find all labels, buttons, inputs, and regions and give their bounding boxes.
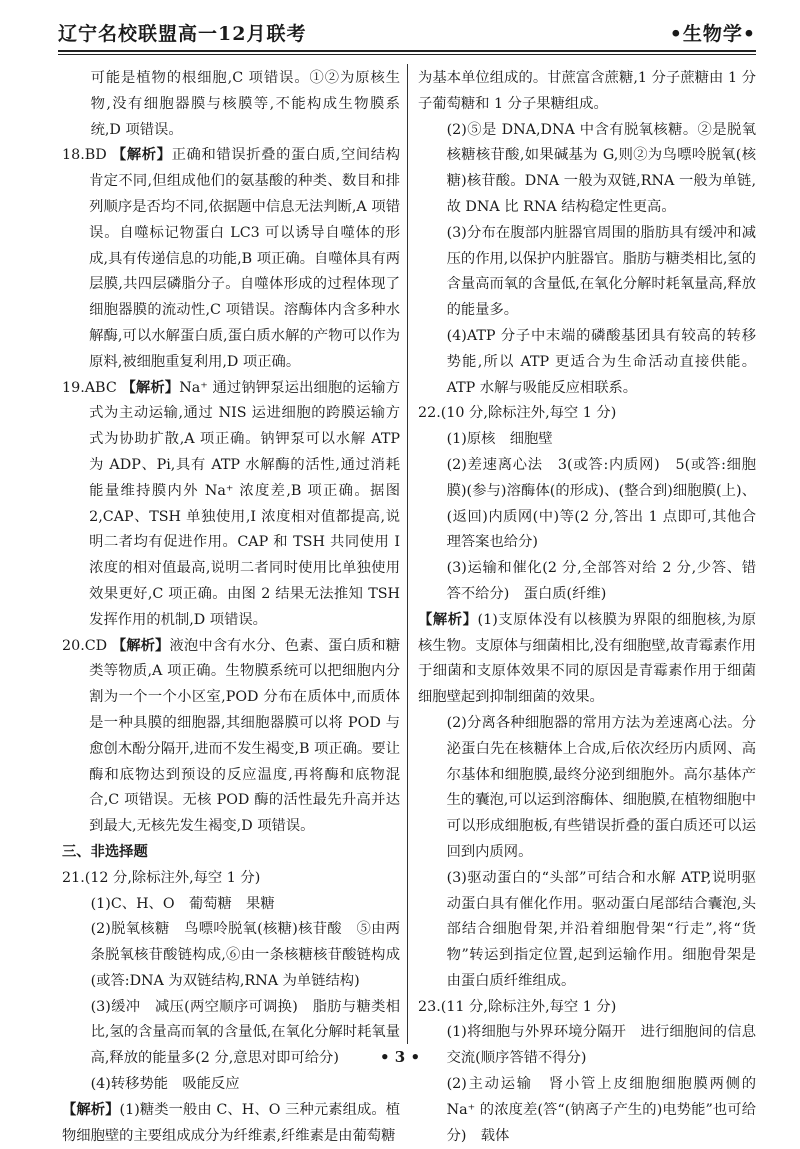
analysis-21-3: (3)分布在腹部内脏器官周围的脂肪具有缓冲和减压的作用,以保护内脏器官。脂肪与糖类相比,氢的含量高而氧的含量低,在氧化分解时耗氧量高,释放的能量多。 (446, 224, 756, 319)
paragraph: 可能是植物的根细胞,C 项错误。①②为原核生物,没有细胞器膜与核膜等,不能构成生物膜系统,D 项错误。 (90, 70, 400, 138)
analysis-21-4: (4)ATP 分子中末端的磷酸基团具有较高的转移势能,所以 ATP 更适合为生命活动直接供能。ATP 水解与吸能反应相联系。 (446, 327, 756, 396)
answer-22-1: (1)原核 细胞壁 (446, 431, 553, 448)
answer-18: 18.BD 【解析】正确和错误折叠的蛋白质,空间结构肯定不同,但组成他们的氨基酸的种类、数目和排列顺序是否均不同,依据题中信息无法判断,A 项错误。自噬标记物蛋白 LC3 可以诱导自噬体的形成,具有传递信息的功能,B 项正确。自噬体具有两层膜,共四层磷脂分子。自噬体形成的过程体现了细胞器膜的流动性,C 项错误。溶酶体内含多种水解酶,可以水解蛋白质,蛋白质水解的产物可以作为原料,被细胞重复利用,D 项正确。 (62, 147, 401, 370)
answer-21-2: (2)脱氧核糖 鸟嘌呤脱氧(核糖)核苷酸 ⑤由两条脱氧核苷酸链构成,⑥由一条核糖核苷酸链构成(或答:DNA 为双链结构,RNA 为单链结构) (90, 921, 400, 989)
analysis-21-2: (2)⑤是 DNA,DNA 中含有脱氧核糖。②是脱氧核糖核苷酸,如果碱基为 G,则②为鸟嘌呤脱氧(核糖)核苷酸。DNA 一般为双链,RNA 一般为单链,故 DNA 比 RNA 结构稳定性更高。 (446, 121, 756, 215)
subject-label: •生物学• (669, 23, 756, 45)
analysis-22-3: (3)驱动蛋白的“头部”可结合和水解 ATP,说明驱动蛋白具有催化作用。驱动蛋白尾部结合囊泡,头部结合细胞骨架,并沿着细胞骨架“行走”,将“货物”转运到指定位置,起到运输作用。细胞骨架是由蛋白质纤维组成。 (446, 869, 756, 989)
column-divider (407, 64, 408, 1044)
analysis-22-2: (2)分离各种细胞器的常用方法为差速离心法。分泌蛋白先在核糖体上合成,后依次经历内质网、高尔基体和细胞膜,最终分泌到细胞外。高尔基体产生的囊泡,可以运到溶酶体、细胞膜,在植物细胞中可以形成细胞板,有些错误折叠的蛋白质还可以运回到内质网。 (446, 714, 756, 860)
answer-23-1: (1)将细胞与外界环境分隔开 进行细胞间的信息交流(顺序答错不得分) (446, 1024, 756, 1067)
answer-21-4: (4)转移势能 吸能反应 (90, 1076, 240, 1093)
answer-19: 19.ABC 【解析】Na⁺ 通过钠钾泵运出细胞的运输方式为主动运输,通过 NIS 运进细胞的跨膜运输方式为协助扩散,A 项正确。钠钾泵可以水解 ATP 为 ADP、Pi,具有 ATP 水解酶的活性,通过消耗能量维持膜内外 Na⁺ 浓度差,B 项正确。据图 2,CAP、TSH 单独使用,I 浓度相对值都提高,说明二者均有促进作用。CAP 和 TSH 共同使用 I 浓度的相对值最高,说明二者同时使用比单独使用效果更好,C 项正确。由图 2 结果无法推知 TSH 发挥作用的机制,D 项错误。 (62, 379, 401, 628)
right-column (418, 66, 756, 1149)
answer-22-2: (2)差速离心法 3(或答:内质网) 5(或答:细胞膜)(参与)溶酶体(的形成)、(整合到)细胞膜(上)、(返回)内质网(中)等(2 分,答出 1 点即可,其他合理答案也给分) (446, 456, 756, 551)
paragraph: 为基本单位组成的。甘蔗富含蔗糖,1 分子蔗糖由 1 分子葡萄糖和 1 分子果糖组成。 (418, 70, 756, 112)
answer-22-3: (3)运输和催化(2 分,全部答对给 2 分,少答、错答不给分) 蛋白质(纤维) (446, 560, 756, 602)
section-heading: 三、非选择题 (62, 843, 148, 860)
left-column (62, 66, 400, 1149)
analysis-21: 【解析】(1)糖类一般由 C、H、O 三种元素组成。植物细胞壁的主要组成成分为纤维素,纤维素是由葡萄糖 (62, 1101, 401, 1144)
question-22-heading: 22.(10 分,除标注外,每空 1 分) (418, 405, 617, 422)
answer-20: 20.CD 【解析】液泡中含有水分、色素、蛋白质和糖类等物质,A 项正确。生物膜系统可以把细胞内分割为一个一个小区室,POD 分布在质体中,而质体是一种具膜的细胞器,其细胞器膜可以将 POD 与愈创木酚分隔开,进而不发生褐变,B 项正确。要让酶和底物达到预设的反应温度,再将酶和底物混合,C 项错误。无核 POD 酶的活性最先升高并达到最大,无核先发生褐变,D 项错误。 (62, 637, 401, 835)
answer-21-1: (1)C、H、O 葡萄糖 果糖 (90, 895, 275, 912)
page-number: • 3 • (379, 1048, 421, 1066)
answer-21-3: (3)缓冲 减压(两空顺序可调换) 脂肪与糖类相比,氢的含量高而氧的含量低,在氧化分解时耗氧量高,释放的能量多(2 分,意思对即可给分) (90, 998, 400, 1067)
analysis-22-1: 【解析】(1)支原体没有以核膜为界限的细胞核,为原核生物。支原体与细菌相比,没有细胞壁,故青霉素作用于细菌和支原体效果不同的原因是青霉素作用于细菌细胞壁起到抑制细菌的效果。 (418, 611, 756, 706)
exam-title: 辽宁名校联盟高一12月联考 (58, 23, 307, 45)
answer-23-2: (2)主动运输 肾小管上皮细胞细胞膜两侧的 Na⁺ 的浓度差(答“(钠离子产生的)电势能”也可给分) 载体 (446, 1076, 756, 1144)
page-header (58, 14, 756, 52)
question-23-heading: 23.(11 分,除标注外,每空 1 分) (418, 998, 617, 1015)
question-21-heading: 21.(12 分,除标注外,每空 1 分) (62, 869, 261, 886)
